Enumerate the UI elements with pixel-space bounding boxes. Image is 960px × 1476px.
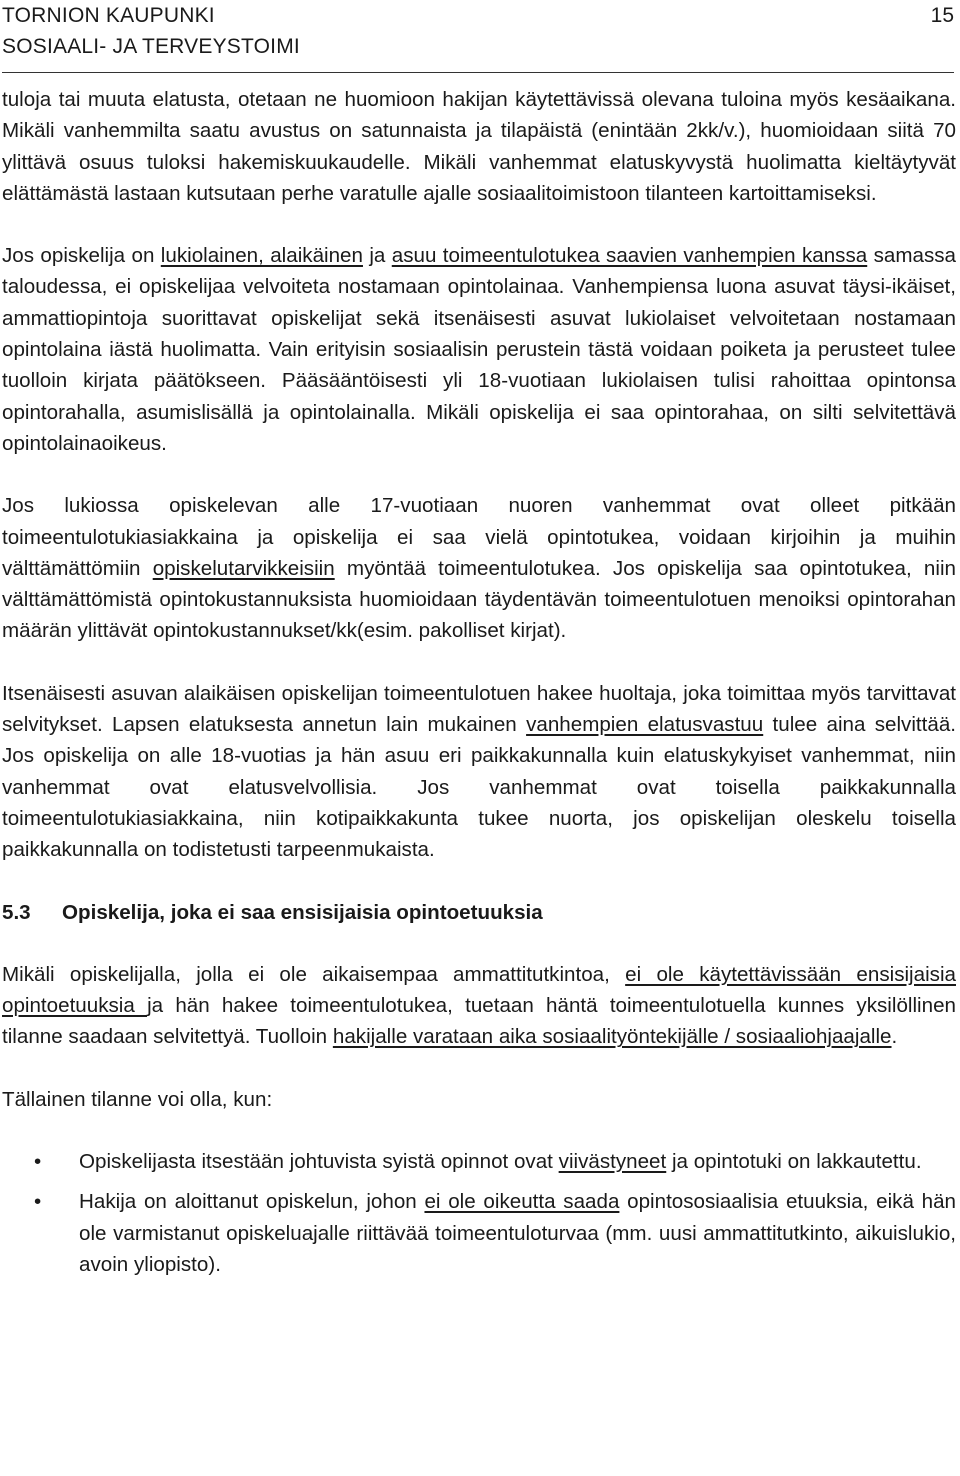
text-span: Jos lukiossa opiskelevan alle 17-vuotiaan nuoren vanhemmat ovat olleet pitkään toimeentulotukiasiakkaina ja opiskelija ei saa vielä opintotukea, voidaan kirjoihin ja muihin välttämättömiin xyxy=(2,494,956,580)
header-organization: TORNION KAUPUNKI xyxy=(2,4,215,27)
header-department: SOSIAALI- JA TERVEYSTOIMI xyxy=(2,35,300,58)
bullet-icon: • xyxy=(34,1150,42,1174)
text-span: Hakija on aloittanut opiskelun, johon xyxy=(79,1190,425,1214)
underlined-text: lukiolainen, alaikäinen xyxy=(160,244,363,268)
text-span: ja hän hakee toimeentulotukea, tuetaan häntä toimeentulotuella kunnes yksilöllinen tilanne saadaan selvitettyä. Tuolloin xyxy=(2,994,956,1049)
underlined-text: hakijalle varataan aika sosiaalityöntekijälle / sosiaaliohjaajalle xyxy=(332,1025,892,1049)
text-span: myöntää toimeentulotukea. Jos opiskelija saa opintotukea, niin välttämättömistä opintokustannuksista huomioidaan täydentävän toimeentulotuen menoiksi opintorahan määrän ylittävät opintokustannukset/kk(esim. pakolliset kirjat). xyxy=(2,556,956,643)
underlined-text: ei ole oikeutta saada xyxy=(424,1190,620,1214)
paragraph-4 xyxy=(2,678,956,866)
section-number: 5.3 xyxy=(2,900,31,924)
section-heading xyxy=(2,897,956,928)
text-span: tulee aina selvittää. Jos opiskelija on alle 18-vuotias ja hän asuu eri paikkakunnalla kuin elatuskykyiset vanhemmat, niin vanhemmat ovat elatusvelvollisia. Jos vanhemmat ovat toisella paikkakunnalla toimeentulotukiasiakkaina, niin kotipaikkakunta tukee nuorta, jos opiskelijan oleskelu toisella paikkakunnalla on todistetusti tarpeenmukaista. xyxy=(2,713,956,862)
text-span: samassa taloudessa, ei opiskelijaa velvoiteta nostamaan opintolainaa. Vanhempiensa luona asuvat täysi-ikäiset, ammattiopintoja suorittavat opiskelijat sekä itsenäisesti asuvat lukiolaiset velvoitetaan nostamaan opintolaina iästä huolimatta. Vain erityisin sosiaalisin perustein tästä voidaan poiketa ja perusteet tulee tuolloin kirjata päätökseen. Pääsääntöisesti yli 18-vuotiaan lukiolaisen tulisi rahoittaa opintonsa opintorahalla, asumislisällä ja opintolainalla. Mikäli opiskelija ei saa opintorahaa, on silti selvitettävä opintolainaoikeus. xyxy=(2,244,957,455)
list-item xyxy=(2,1186,956,1280)
text-span: ja xyxy=(362,244,392,268)
page-header xyxy=(2,0,300,62)
section-title: Opiskelija, joka ei saa ensisijaisia opintoetuuksia xyxy=(62,900,543,924)
bullet-icon: • xyxy=(34,1190,42,1214)
underlined-text: viivästyneet xyxy=(558,1150,667,1174)
paragraph-3 xyxy=(2,490,956,646)
header-rule xyxy=(2,72,954,73)
paragraph-2 xyxy=(2,240,956,459)
bullet-list xyxy=(2,1146,956,1280)
paragraph-6: Tällainen tilanne voi olla, kun: xyxy=(2,1087,273,1111)
underlined-text: asuu toimeentulotukea saavien vanhempien kanssa xyxy=(391,244,868,268)
text-span: opintososiaalisia etuuksia, eikä hän ole varmistanut opiskeluajalle riittävää toimeentuloturvaa (mm. uusi ammattitutkinto, aikuislukio, avoin yliopisto). xyxy=(79,1190,956,1276)
document-body xyxy=(2,84,956,1280)
text-span: Itsenäisesti asuvan alaikäisen opiskelijan toimeentulotuen hakee huoltaja, joka toimittaa myös tarvittavat selvitykset. Lapsen elatuksesta annetun lain mukainen xyxy=(2,681,956,737)
text-span: . xyxy=(891,1025,898,1049)
text-span: Mikäli opiskelijalla, jolla ei ole aikaisempaa ammattitutkintoa, xyxy=(2,962,626,986)
paragraph-5 xyxy=(2,959,956,1053)
underlined-text: opiskelutarvikkeisiin xyxy=(152,556,335,580)
page-number: 15 xyxy=(930,4,954,27)
paragraph-1: tuloja tai muuta elatusta, otetaan ne huomioon hakijan käytettävissä olevana tuloina myös kesäaikana. Mikäli vanhemmilta saatu avustus on satunnaista ja tilapäistä (enintään 2kk/v.), huomioidaan siitä 70 ylittävä osuus tuloksi hakemiskuukaudelle. Mikäli vanhemmat elatuskyvystä huolimatta kieltäytyvät elättämästä lastaan kutsutaan perhe varatulle ajalle sosiaalitoimistoon tilanteen kartoittamiseksi. xyxy=(2,88,956,205)
text-span: ja opintotuki on lakkautettu. xyxy=(666,1150,922,1174)
text-span: Opiskelijasta itsestään johtuvista syistä opinnot ovat xyxy=(79,1150,559,1174)
underlined-text: ei ole käytettävissään ensisijaisia opintoetuuksia xyxy=(2,962,956,1018)
list-item xyxy=(2,1146,956,1177)
text-span: Jos opiskelija on xyxy=(2,244,161,268)
underlined-text: vanhempien elatusvastuu xyxy=(526,713,764,737)
